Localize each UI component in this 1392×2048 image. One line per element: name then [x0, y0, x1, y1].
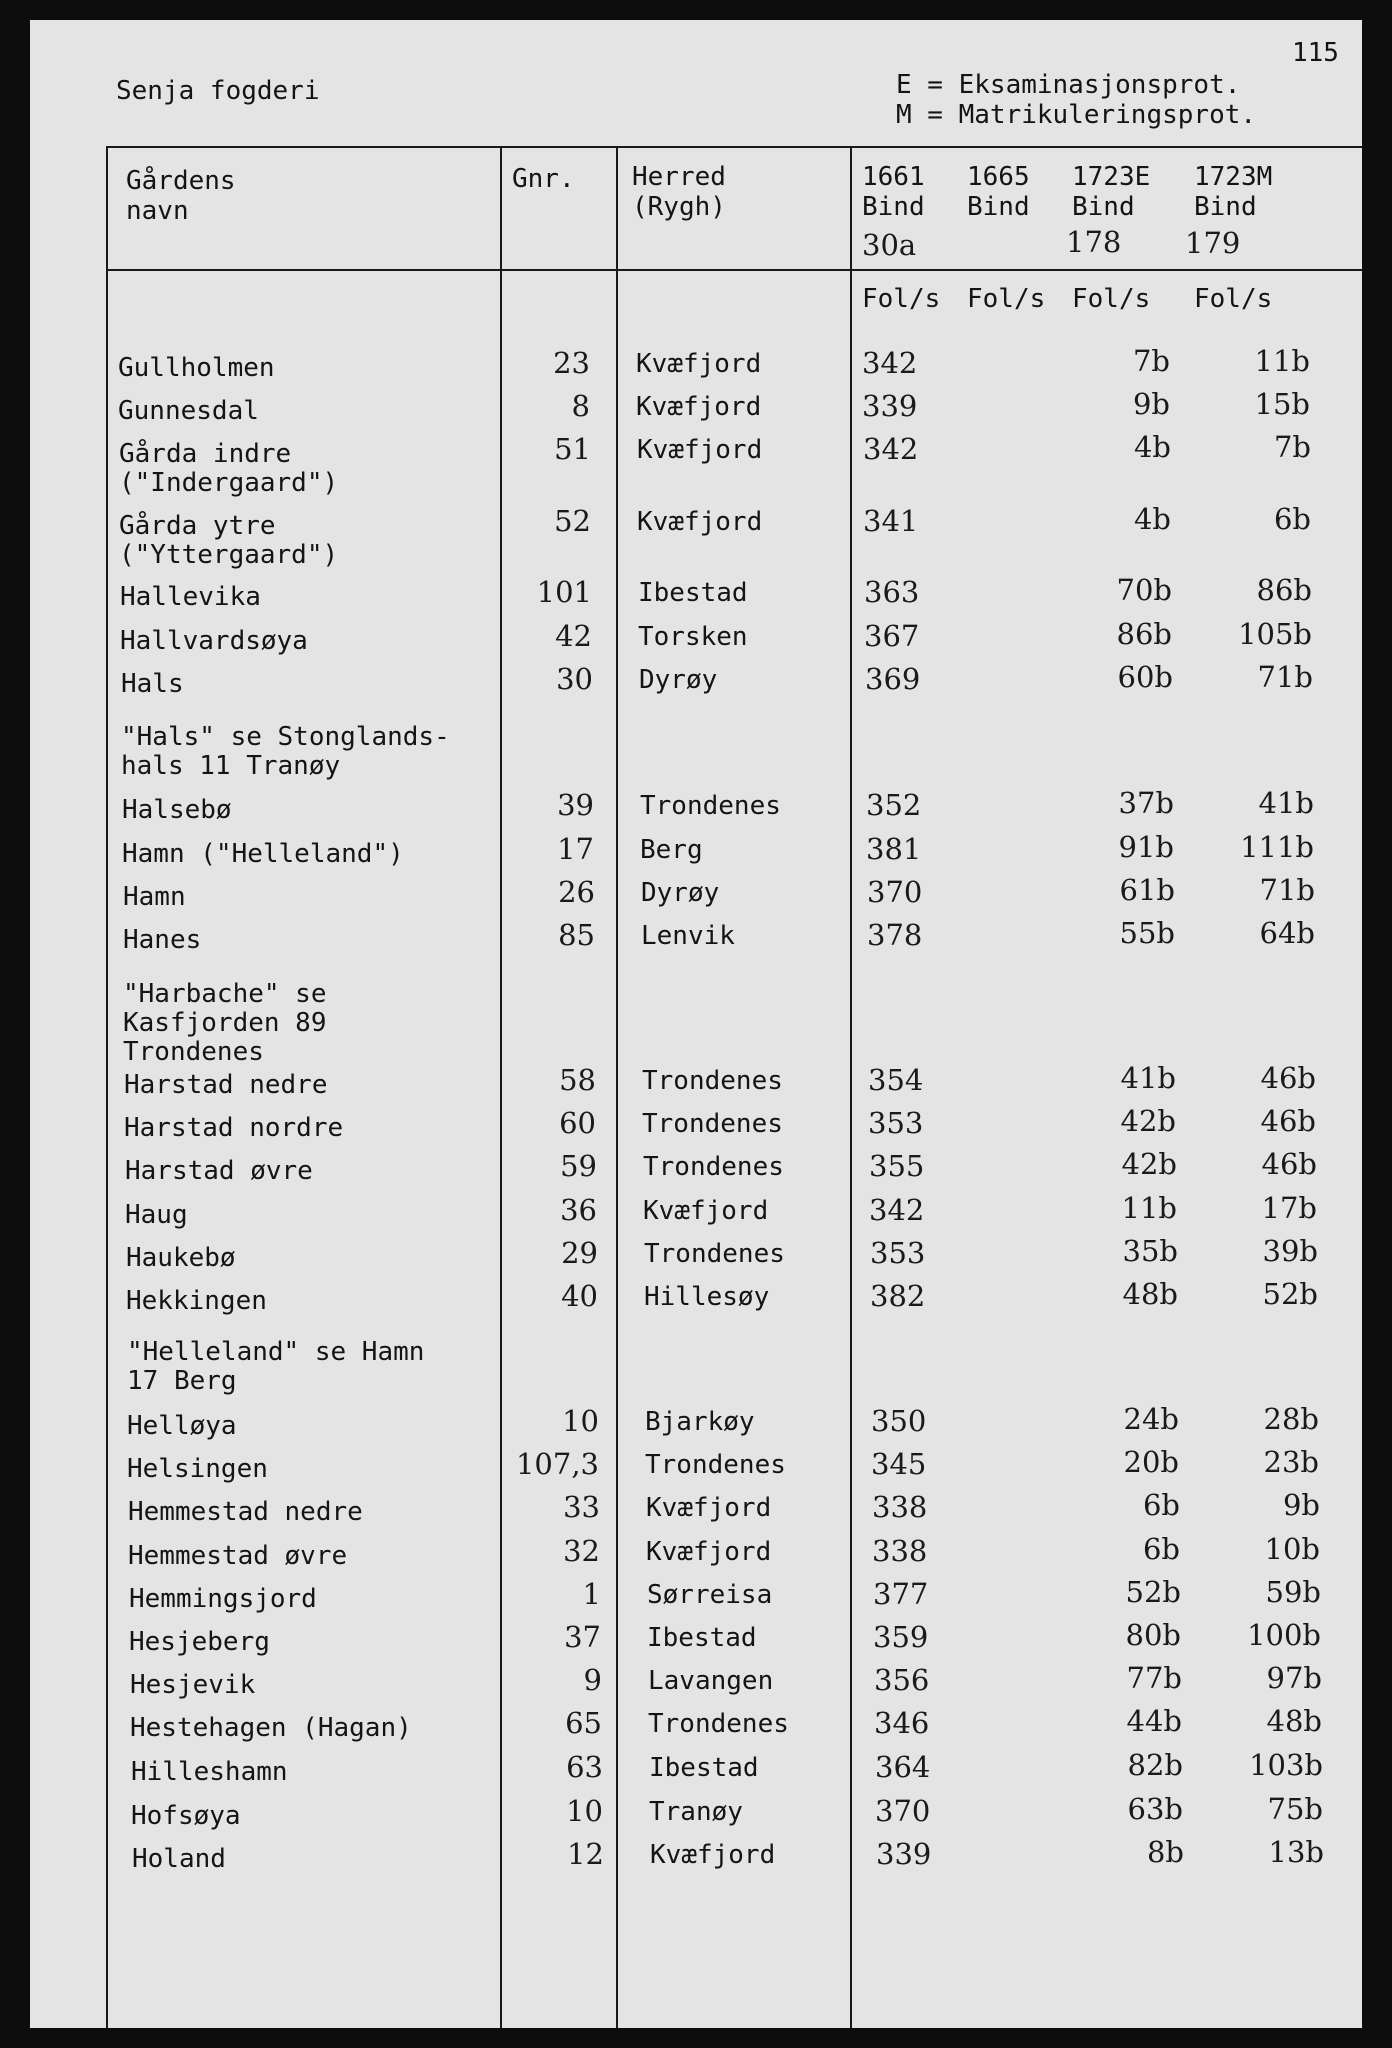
farm-gnr: 107,3: [515, 1447, 599, 1481]
folio-1661: 363: [864, 575, 920, 609]
farm-name: "Harbache" se Kasfjorden 89 Trondenes: [123, 979, 327, 1067]
folio-1661: 355: [869, 1149, 925, 1183]
folio-1661: 381: [866, 832, 922, 866]
document-page: [30, 20, 1362, 2028]
folio-1723e: 82b: [1127, 1748, 1183, 1782]
farm-gnr: 52: [554, 504, 591, 538]
farm-name: Hesjeberg: [129, 1627, 270, 1657]
farm-gnr: 1: [582, 1577, 601, 1611]
fol-header-1723m: Fol/s: [1194, 284, 1273, 314]
farm-gnr: 26: [558, 875, 595, 909]
folio-1723m: 13b: [1268, 1835, 1324, 1869]
folio-1723m: 6b: [1273, 502, 1311, 536]
folio-1723m: 39b: [1262, 1234, 1318, 1268]
folio-1723e: 63b: [1127, 1792, 1183, 1826]
header-bottom-rule: [106, 269, 1362, 271]
farm-name: "Helleland" se Hamn 17 Berg: [127, 1337, 425, 1396]
folio-1723e: 37b: [1118, 786, 1174, 820]
folio-1723e: 86b: [1116, 617, 1172, 651]
folio-1723m: 75b: [1267, 1792, 1323, 1826]
farm-gnr: 10: [566, 1794, 603, 1828]
farm-herred: Bjarkøy: [645, 1407, 755, 1437]
folio-1723e: 91b: [1118, 830, 1174, 864]
farm-herred: Kvæfjord: [646, 1537, 772, 1567]
page-number: 115: [1292, 38, 1339, 68]
folio-1661: 364: [875, 1750, 931, 1784]
folio-1661: 342: [862, 346, 918, 380]
folio-1723e: 7b: [1132, 344, 1170, 378]
col-header-1723m: 1723M Bind: [1194, 162, 1273, 222]
folio-1723m: 52b: [1262, 1277, 1318, 1311]
farm-herred: Kvæfjord: [636, 349, 762, 379]
farm-herred: Lenvik: [641, 921, 735, 951]
folio-1723m: 46b: [1260, 1061, 1316, 1095]
farm-herred: Sørreisa: [647, 1580, 773, 1610]
folio-1661: 339: [876, 1837, 932, 1871]
fol-header-1723e: Fol/s: [1072, 284, 1151, 314]
folio-1723m: 59b: [1265, 1575, 1321, 1609]
folio-1723m: 64b: [1259, 916, 1315, 950]
farm-herred: Tranøy: [649, 1797, 743, 1827]
farm-name: Haukebø: [126, 1243, 236, 1273]
folio-1661: 378: [867, 918, 923, 952]
farm-name: Gunnesdal: [118, 396, 259, 426]
folio-1661: 342: [869, 1193, 925, 1227]
folio-1661: 353: [868, 1106, 924, 1140]
farm-herred: Ibestad: [638, 578, 748, 608]
folio-1723e: 24b: [1123, 1402, 1179, 1436]
folio-1723e: 6b: [1142, 1532, 1180, 1566]
page-title: Senja fogderi: [116, 76, 320, 106]
folio-1723e: 77b: [1126, 1661, 1182, 1695]
farm-herred: Kvæfjord: [646, 1493, 772, 1523]
folio-1723m: 41b: [1258, 786, 1314, 820]
folio-1723m: 71b: [1259, 873, 1315, 907]
farm-name: Hemmestad øvre: [128, 1541, 348, 1571]
farm-herred: Trondenes: [644, 1239, 785, 1269]
farm-gnr: 63: [566, 1750, 603, 1784]
folio-1723e: 41b: [1120, 1061, 1176, 1095]
farm-name: Harstad øvre: [125, 1156, 313, 1186]
farm-name: Holand: [132, 1844, 226, 1874]
fol-header-1661: Fol/s: [862, 284, 941, 314]
folio-1723m: 46b: [1260, 1104, 1316, 1138]
farm-gnr: 36: [560, 1193, 597, 1227]
farm-name: "Hals" se Stonglands- hals 11 Tranøy: [121, 722, 450, 781]
farm-name: Helløya: [127, 1411, 237, 1441]
folio-1723e: 4b: [1133, 430, 1171, 464]
farm-herred: Trondenes: [640, 791, 781, 821]
farm-name: Hemmestad nedre: [128, 1497, 363, 1527]
folio-1723m: 111b: [1240, 830, 1314, 864]
farm-herred: Hillesøy: [644, 1282, 770, 1312]
folio-1723e: 20b: [1123, 1445, 1179, 1479]
folio-1723e: 61b: [1119, 873, 1175, 907]
farm-herred: Trondenes: [643, 1152, 784, 1182]
farm-name: Haug: [125, 1200, 188, 1230]
folio-1661: 367: [864, 619, 920, 653]
farm-name: Hamn ("Helleland"): [122, 839, 404, 869]
folio-1723m: 28b: [1263, 1402, 1319, 1436]
farm-gnr: 9: [583, 1663, 602, 1697]
farm-name: Hallvardsøya: [120, 626, 308, 656]
folio-1723e: 52b: [1125, 1575, 1181, 1609]
farm-herred: Trondenes: [645, 1450, 786, 1480]
farm-gnr: 37: [564, 1620, 601, 1654]
farm-name: Hallevika: [120, 582, 261, 612]
col-divider-herred: [616, 146, 618, 2028]
folio-1661: 339: [862, 389, 918, 423]
folio-1661: 342: [863, 432, 919, 466]
farm-name: Halsebø: [122, 795, 232, 825]
folio-1723m: 48b: [1266, 1704, 1322, 1738]
folio-1661: 369: [865, 662, 921, 696]
folio-1723e: 35b: [1122, 1234, 1178, 1268]
folio-1723m: 23b: [1263, 1445, 1319, 1479]
folio-1661: 353: [870, 1236, 926, 1270]
folio-1723m: 15b: [1254, 387, 1310, 421]
folio-1661: 341: [863, 504, 919, 538]
farm-name: Hofsøya: [131, 1801, 241, 1831]
farm-name: Hesjevik: [130, 1670, 256, 1700]
folio-1723e: 80b: [1125, 1618, 1181, 1652]
folio-1723m: 46b: [1261, 1147, 1317, 1181]
folio-1723e: 42b: [1121, 1147, 1177, 1181]
farm-gnr: 42: [555, 619, 592, 653]
farm-name: Harstad nedre: [124, 1070, 328, 1100]
farm-name: Gullholmen: [118, 353, 275, 383]
folio-1723e: 48b: [1122, 1277, 1178, 1311]
farm-gnr: 30: [556, 662, 593, 696]
farm-herred: Berg: [640, 835, 703, 865]
farm-gnr: 17: [557, 832, 594, 866]
farm-gnr: 23: [553, 346, 590, 380]
farm-herred: Trondenes: [648, 1709, 789, 1739]
folio-1723m: 71b: [1257, 660, 1313, 694]
folio-1723e: 11b: [1121, 1191, 1177, 1225]
farm-gnr: 65: [565, 1706, 602, 1740]
folio-1661: 346: [874, 1706, 930, 1740]
farm-name: Gårda ytre ("Yttergaard"): [119, 511, 339, 570]
farm-gnr: 40: [561, 1279, 598, 1313]
folio-1723e: 44b: [1126, 1704, 1182, 1738]
farm-gnr: 85: [558, 918, 595, 952]
farm-gnr: 12: [567, 1837, 604, 1871]
farm-herred: Torsken: [638, 622, 748, 652]
folio-1723m: 105b: [1238, 617, 1312, 651]
farm-name: Hekkingen: [126, 1286, 267, 1316]
farm-gnr: 39: [557, 788, 594, 822]
fol-header-1665: Fol/s: [967, 284, 1046, 314]
folio-1661: 370: [875, 1794, 931, 1828]
farm-name: Gårda indre ("Indergaard"): [119, 439, 339, 498]
folio-1661: 352: [866, 788, 922, 822]
farm-gnr: 59: [560, 1149, 597, 1183]
folio-1723m: 103b: [1249, 1748, 1323, 1782]
farm-herred: Dyrøy: [639, 665, 718, 695]
farm-name: Hanes: [123, 925, 202, 955]
folio-1661: 359: [873, 1620, 929, 1654]
col-header-herred: Herred (Rygh): [632, 162, 726, 222]
folio-1661: 338: [872, 1534, 928, 1568]
farm-herred: Kvæfjord: [637, 435, 763, 465]
folio-1661: 382: [870, 1279, 926, 1313]
farm-herred: Lavangen: [648, 1666, 774, 1696]
folio-1661: 370: [867, 875, 923, 909]
farm-gnr: 32: [563, 1534, 600, 1568]
farm-name: Hamn: [123, 882, 186, 912]
folio-1723e: 55b: [1119, 916, 1175, 950]
farm-gnr: 58: [559, 1063, 596, 1097]
farm-gnr: 51: [554, 432, 591, 466]
folio-1661: 377: [873, 1577, 929, 1611]
col-header-1723e: 1723E Bind: [1072, 162, 1151, 222]
folio-1661: 356: [874, 1663, 930, 1697]
folio-1723m: 17b: [1261, 1191, 1317, 1225]
farm-herred: Kvæfjord: [636, 392, 762, 422]
farm-name: Helsingen: [127, 1454, 268, 1484]
bind-number-1723m: 179: [1185, 226, 1241, 260]
farm-herred: Ibestad: [649, 1753, 759, 1783]
farm-herred: Trondenes: [642, 1109, 783, 1139]
col-header-1661: 1661 Bind: [862, 162, 925, 222]
farm-gnr: 33: [563, 1490, 600, 1524]
col-header-name: Gårdens navn: [126, 166, 236, 226]
farm-name: Hemmingsjord: [129, 1584, 317, 1614]
folio-1723e: 70b: [1116, 573, 1172, 607]
farm-gnr: 101: [536, 575, 592, 609]
legend-m: M = Matrikuleringsprot.: [896, 100, 1257, 130]
bind-number-1661: 30a: [862, 228, 917, 262]
farm-gnr: 60: [559, 1106, 596, 1140]
folio-1723m: 10b: [1264, 1532, 1320, 1566]
farm-gnr: 29: [561, 1236, 598, 1270]
farm-name: Hilleshamn: [131, 1757, 288, 1787]
farm-gnr: 8: [571, 389, 590, 423]
folio-1723e: 60b: [1117, 660, 1173, 694]
folio-1723m: 9b: [1282, 1488, 1320, 1522]
farm-gnr: 10: [562, 1404, 599, 1438]
farm-herred: Kvæfjord: [637, 507, 763, 537]
col-header-gnr: Gnr.: [512, 164, 575, 194]
folio-1661: 354: [868, 1063, 924, 1097]
legend-e: E = Eksaminasjonsprot.: [896, 70, 1241, 100]
table-top-rule: [106, 146, 1362, 148]
table-left-rule: [106, 146, 108, 2028]
farm-herred: Ibestad: [647, 1623, 757, 1653]
folio-1723m: 86b: [1256, 573, 1312, 607]
folio-1723m: 97b: [1266, 1661, 1322, 1695]
folio-1723e: 6b: [1142, 1488, 1180, 1522]
folio-1723e: 42b: [1120, 1104, 1176, 1138]
folio-1723e: 9b: [1132, 387, 1170, 421]
farm-name: Harstad nordre: [124, 1113, 344, 1143]
folio-1723e: 4b: [1133, 502, 1171, 536]
folio-1723m: 100b: [1247, 1618, 1321, 1652]
folio-1661: 350: [871, 1404, 927, 1438]
folio-1723m: 11b: [1254, 344, 1310, 378]
farm-herred: Trondenes: [642, 1066, 783, 1096]
farm-name: Hals: [121, 669, 184, 699]
folio-1723e: 8b: [1146, 1835, 1184, 1869]
farm-herred: Dyrøy: [641, 878, 720, 908]
folio-1723m: 7b: [1273, 430, 1311, 464]
folio-1661: 338: [872, 1490, 928, 1524]
folio-1661: 345: [871, 1447, 927, 1481]
farm-name: Hestehagen (Hagan): [130, 1713, 412, 1743]
bind-number-1723e: 178: [1066, 225, 1122, 259]
col-divider-bind: [850, 146, 852, 2028]
farm-herred: Kvæfjord: [650, 1840, 776, 1870]
col-header-1665: 1665 Bind: [967, 162, 1030, 222]
farm-herred: Kvæfjord: [643, 1196, 769, 1226]
